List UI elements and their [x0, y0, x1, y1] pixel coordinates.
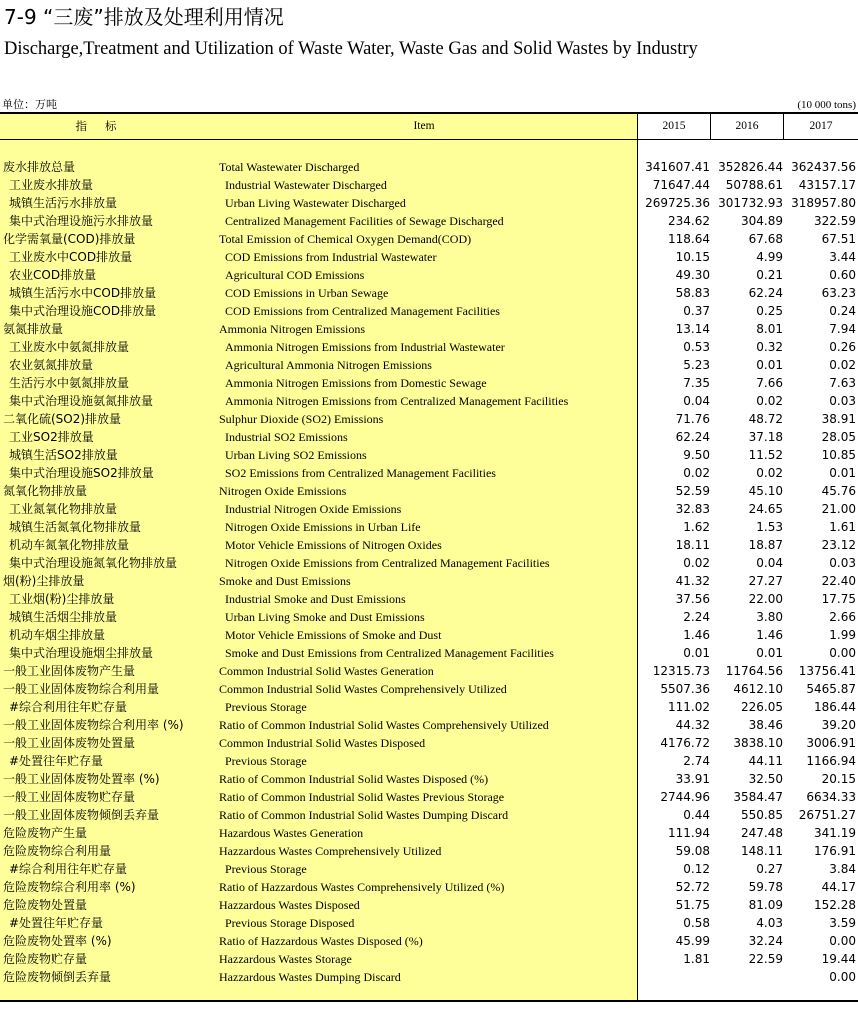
row-label-en: Smoke and Dust Emissions	[219, 574, 351, 588]
row-label-en: COD Emissions in Urban Sewage	[225, 286, 389, 300]
table-row	[0, 950, 858, 968]
table-row	[0, 320, 858, 338]
table-row	[0, 248, 858, 266]
row-label-en: Sulphur Dioxide (SO2) Emissions	[219, 412, 384, 426]
table-row	[0, 464, 858, 482]
row-value-2017: 22.40	[821, 574, 856, 588]
row-label-en: Agricultural COD Emissions	[225, 268, 365, 282]
row-label-cn: #综合利用往年贮存量	[9, 862, 128, 876]
row-value-2016: 0.01	[756, 358, 783, 372]
row-value-2015: 5507.36	[660, 682, 710, 696]
row-label-en: Centralized Management Facilities of Sewage Discharged	[225, 214, 504, 228]
row-label-cn: 城镇生活污水排放量	[9, 196, 118, 210]
table-row	[0, 752, 858, 770]
row-label-cn: 集中式治理设施COD排放量	[9, 304, 157, 318]
row-value-2016: 45.10	[748, 484, 783, 498]
row-value-2016: 3838.10	[733, 736, 783, 750]
row-value-2017: 39.20	[821, 718, 856, 732]
row-value-2015: 118.64	[668, 232, 710, 246]
row-label-cn: 工业废水中COD排放量	[9, 250, 133, 264]
table-header	[0, 114, 858, 140]
row-label-en: Nitrogen Oxide Emissions in Urban Life	[225, 520, 421, 534]
row-value-2017: 322.59	[814, 214, 856, 228]
table-row	[0, 356, 858, 374]
row-label-en: Previous Storage	[225, 754, 307, 768]
table-row	[0, 536, 858, 554]
row-label-cn: 城镇生活SO2排放量	[9, 448, 118, 462]
row-label-cn: 危险废物产生量	[3, 826, 88, 840]
row-label-en: Ammonia Nitrogen Emissions from Domestic Sewage	[225, 376, 487, 390]
row-value-2015: 111.94	[668, 826, 710, 840]
row-label-cn: 生活污水中氨氮排放量	[9, 376, 130, 390]
row-label-cn: 集中式治理设施烟尘排放量	[9, 646, 154, 660]
row-value-2015: 0.37	[683, 304, 710, 318]
row-value-2017: 0.00	[829, 646, 856, 660]
row-value-2015: 18.11	[675, 538, 710, 552]
row-label-en: Smoke and Dust Emissions from Centralized Management Facilities	[225, 646, 554, 660]
row-value-2015: 59.08	[675, 844, 710, 858]
table-row	[0, 428, 858, 446]
row-label-cn: 危险废物倾倒丢弃量	[3, 970, 112, 984]
row-value-2016: 67.68	[748, 232, 783, 246]
row-value-2016: 11764.56	[725, 664, 783, 678]
row-label-en: Nitrogen Oxide Emissions	[219, 484, 347, 498]
row-value-2016: 32.24	[748, 934, 783, 948]
row-label-cn: 危险废物处置率 (%)	[3, 934, 112, 948]
row-value-2017: 7.63	[829, 376, 856, 390]
row-value-2017: 43157.17	[798, 178, 856, 192]
row-value-2016: 0.21	[756, 268, 783, 282]
row-value-2016: 4612.10	[733, 682, 783, 696]
table-row	[0, 662, 858, 680]
row-label-cn: 工业废水中氨氮排放量	[9, 340, 130, 354]
table-row	[0, 230, 858, 248]
unit-label-en: (10 000 tons)	[797, 99, 856, 111]
row-label-en: Hazardous Wastes Generation	[219, 826, 364, 840]
row-value-2017: 44.17	[821, 880, 856, 894]
header-indicator: 指标	[75, 119, 135, 133]
table-row	[0, 158, 858, 176]
row-value-2017: 0.02	[829, 358, 856, 372]
row-label-cn: #处置往年贮存量	[9, 916, 104, 930]
row-value-2016: 0.32	[756, 340, 783, 354]
row-value-2015: 341607.41	[645, 160, 710, 174]
row-value-2016: 148.11	[741, 844, 783, 858]
table-row	[0, 446, 858, 464]
table-row	[0, 788, 858, 806]
row-value-2015: 2.24	[683, 610, 710, 624]
row-value-2016: 59.78	[748, 880, 783, 894]
row-value-2015: 62.24	[675, 430, 710, 444]
table-row	[0, 626, 858, 644]
row-value-2017: 67.51	[821, 232, 856, 246]
table-row	[0, 842, 858, 860]
row-value-2015: 44.32	[675, 718, 710, 732]
row-value-2016: 7.66	[756, 376, 783, 390]
row-value-2016: 48.72	[748, 412, 783, 426]
table-row	[0, 482, 858, 500]
row-value-2016: 3584.47	[733, 790, 783, 804]
table-row	[0, 824, 858, 842]
row-label-en: Urban Living Wastewater Discharged	[225, 196, 406, 210]
row-value-2015: 0.04	[683, 394, 710, 408]
table-row	[0, 860, 858, 878]
row-label-en: Previous Storage	[225, 700, 307, 714]
table-row	[0, 734, 858, 752]
row-value-2016: 27.27	[748, 574, 783, 588]
row-value-2015: 0.44	[683, 808, 710, 822]
row-label-cn: 一般工业固体废物贮存量	[3, 790, 136, 804]
row-label-cn: 机动车烟尘排放量	[9, 628, 106, 642]
row-label-en: Ratio of Hazzardous Wastes Comprehensively Utilized (%)	[219, 880, 505, 894]
row-label-cn: 一般工业固体废物综合利用量	[3, 682, 160, 696]
row-label-en: Motor Vehicle Emissions of Nitrogen Oxides	[225, 538, 442, 552]
row-value-2016: 247.48	[741, 826, 783, 840]
row-value-2015: 5.23	[683, 358, 710, 372]
row-value-2017: 13756.41	[798, 664, 856, 678]
row-value-2016: 18.87	[748, 538, 783, 552]
row-label-cn: 城镇生活污水中COD排放量	[9, 286, 157, 300]
row-value-2015: 71647.44	[652, 178, 710, 192]
row-value-2016: 62.24	[748, 286, 783, 300]
row-label-en: COD Emissions from Industrial Wastewater	[225, 250, 437, 264]
row-label-cn: 废水排放总量	[3, 160, 76, 174]
table-row	[0, 392, 858, 410]
row-label-en: Industrial Nitrogen Oxide Emissions	[225, 502, 402, 516]
row-label-en: Ammonia Nitrogen Emissions from Centralized Management Facilities	[225, 394, 569, 408]
row-label-cn: 二氧化硫(SO2)排放量	[3, 412, 122, 426]
table-row	[0, 770, 858, 788]
unit-label-cn: 单位：万吨	[2, 98, 57, 111]
row-label-en: Ammonia Nitrogen Emissions from Industrial Wastewater	[225, 340, 505, 354]
row-value-2015: 1.81	[683, 952, 710, 966]
row-label-en: Urban Living SO2 Emissions	[225, 448, 367, 462]
row-value-2016: 37.18	[748, 430, 783, 444]
row-value-2015: 1.62	[683, 520, 710, 534]
row-value-2015: 0.02	[683, 466, 710, 480]
row-value-2016: 0.25	[756, 304, 783, 318]
table-row	[0, 572, 858, 590]
row-value-2016: 32.50	[748, 772, 783, 786]
row-label-en: Common Industrial Solid Wastes Disposed	[219, 736, 426, 750]
row-value-2016: 81.09	[748, 898, 783, 912]
table-row	[0, 608, 858, 626]
row-value-2015: 234.62	[668, 214, 710, 228]
row-value-2016: 3.80	[756, 610, 783, 624]
row-label-en: Common Industrial Solid Wastes Comprehensively Utilized	[219, 682, 507, 696]
row-value-2016: 1.53	[756, 520, 783, 534]
row-label-en: Urban Living Smoke and Dust Emissions	[225, 610, 425, 624]
row-value-2017: 341.19	[814, 826, 856, 840]
row-label-en: Total Wastewater Discharged	[219, 160, 360, 174]
row-value-2017: 176.91	[814, 844, 856, 858]
row-label-cn: 集中式治理设施SO2排放量	[9, 466, 154, 480]
row-value-2017: 318957.80	[791, 196, 856, 210]
row-value-2015: 10.15	[675, 250, 710, 264]
row-label-en: Total Emission of Chemical Oxygen Demand(COD)	[219, 232, 472, 246]
row-value-2015: 71.76	[675, 412, 710, 426]
row-label-en: Ratio of Common Industrial Solid Wastes Dumping Discard	[219, 808, 509, 822]
row-label-cn: 一般工业固体废物处置量	[3, 736, 136, 750]
row-label-en: Ratio of Common Industrial Solid Wastes Comprehensively Utilized	[219, 718, 549, 732]
row-value-2017: 1166.94	[806, 754, 856, 768]
row-label-cn: #处置往年贮存量	[9, 754, 104, 768]
row-value-2017: 45.76	[821, 484, 856, 498]
row-value-2017: 3.44	[829, 250, 856, 264]
row-label-en: Hazzardous Wastes Dumping Discard	[219, 970, 401, 984]
row-label-cn: 城镇生活氮氧化物排放量	[9, 520, 142, 534]
row-label-cn: 危险废物综合利用率 (%)	[3, 880, 136, 894]
table-row	[0, 968, 858, 986]
row-value-2016: 352826.44	[718, 160, 783, 174]
row-label-en: Nitrogen Oxide Emissions from Centralized Management Facilities	[225, 556, 550, 570]
row-label-cn: 一般工业固体废物倾倒丢弃量	[3, 808, 160, 822]
row-label-cn: 农业氨氮排放量	[9, 358, 94, 372]
table-row	[0, 716, 858, 734]
row-label-cn: 工业烟(粉)尘排放量	[9, 592, 115, 606]
row-label-cn: 危险废物综合利用量	[3, 844, 112, 858]
row-value-2016: 22.59	[748, 952, 783, 966]
row-value-2016: 226.05	[741, 700, 783, 714]
page-title-cn: 7-9 “三废”排放及处理利用情况	[4, 5, 284, 29]
row-label-en: Motor Vehicle Emissions of Smoke and Dust	[225, 628, 442, 642]
row-value-2015: 32.83	[675, 502, 710, 516]
row-label-en: COD Emissions from Centralized Management Facilities	[225, 304, 500, 318]
row-label-cn: 集中式治理设施氨氮排放量	[9, 394, 154, 408]
row-label-cn: 烟(粉)尘排放量	[3, 574, 85, 588]
table-row	[0, 410, 858, 428]
row-value-2017: 1.99	[829, 628, 856, 642]
row-value-2016: 22.00	[748, 592, 783, 606]
row-label-en: Industrial Wastewater Discharged	[225, 178, 387, 192]
row-value-2017: 6634.33	[806, 790, 856, 804]
header-year-2016: 2016	[711, 114, 784, 139]
data-table	[0, 112, 858, 1002]
row-value-2017: 0.00	[829, 970, 856, 984]
row-label-en: Ammonia Nitrogen Emissions	[219, 322, 365, 336]
row-label-cn: 氮氧化物排放量	[3, 484, 88, 498]
row-label-en: Previous Storage Disposed	[225, 916, 355, 930]
row-value-2015: 37.56	[675, 592, 710, 606]
row-label-en: Common Industrial Solid Wastes Generation	[219, 664, 434, 678]
row-value-2015: 58.83	[675, 286, 710, 300]
table-row	[0, 698, 858, 716]
table-row	[0, 266, 858, 284]
row-value-2017: 152.28	[814, 898, 856, 912]
row-value-2017: 3006.91	[806, 736, 856, 750]
row-value-2017: 26751.27	[798, 808, 856, 822]
table-row	[0, 914, 858, 932]
row-value-2017: 0.24	[829, 304, 856, 318]
row-value-2015: 9.50	[683, 448, 710, 462]
row-value-2017: 362437.56	[791, 160, 856, 174]
row-value-2017: 186.44	[814, 700, 856, 714]
row-label-cn: 集中式治理设施污水排放量	[9, 214, 154, 228]
row-value-2015: 4176.72	[660, 736, 710, 750]
row-value-2016: 0.02	[756, 394, 783, 408]
row-label-en: Ratio of Hazzardous Wastes Disposed (%)	[219, 934, 423, 948]
table-row	[0, 302, 858, 320]
row-label-en: Industrial SO2 Emissions	[225, 430, 348, 444]
row-label-en: Ratio of Common Industrial Solid Wastes Previous Storage	[219, 790, 505, 804]
table-row	[0, 878, 858, 896]
row-value-2016: 24.65	[748, 502, 783, 516]
row-label-cn: 一般工业固体废物产生量	[3, 664, 136, 678]
row-value-2017: 1.61	[829, 520, 856, 534]
row-value-2015: 269725.36	[645, 196, 710, 210]
row-value-2017: 3.84	[829, 862, 856, 876]
row-value-2017: 2.66	[829, 610, 856, 624]
row-value-2016: 1.46	[756, 628, 783, 642]
table-row	[0, 590, 858, 608]
row-value-2016: 44.11	[748, 754, 783, 768]
row-label-cn: 机动车氮氧化物排放量	[9, 538, 130, 552]
row-value-2016: 0.01	[756, 646, 783, 660]
row-value-2015: 0.12	[683, 862, 710, 876]
row-value-2016: 4.03	[756, 916, 783, 930]
row-label-en: Hazzardous Wastes Comprehensively Utilized	[219, 844, 442, 858]
row-label-en: Hazzardous Wastes Storage	[219, 952, 352, 966]
row-label-cn: 农业COD排放量	[9, 268, 97, 282]
row-label-en: Previous Storage	[225, 862, 307, 876]
row-value-2015: 111.02	[668, 700, 710, 714]
row-value-2016: 50788.61	[725, 178, 783, 192]
row-value-2015: 52.72	[675, 880, 710, 894]
row-value-2017: 17.75	[821, 592, 856, 606]
table-row	[0, 680, 858, 698]
row-value-2016: 8.01	[756, 322, 783, 336]
page-title-en: Discharge,Treatment and Utilization of Waste Water, Waste Gas and Solid Wastes by Industry	[4, 39, 698, 59]
row-value-2015: 0.58	[683, 916, 710, 930]
table-row	[0, 374, 858, 392]
table-row	[0, 644, 858, 662]
row-value-2017: 0.03	[829, 556, 856, 570]
row-label-en: SO2 Emissions from Centralized Management Facilities	[225, 466, 496, 480]
row-label-cn: 一般工业固体废物处置率 (%)	[3, 772, 160, 786]
row-label-cn: 一般工业固体废物综合利用率 (%)	[3, 718, 184, 732]
row-value-2015: 2.74	[683, 754, 710, 768]
row-label-cn: 危险废物贮存量	[3, 952, 88, 966]
row-label-cn: 危险废物处置量	[3, 898, 88, 912]
row-value-2017: 21.00	[821, 502, 856, 516]
header-item: Item	[413, 120, 435, 132]
row-value-2017: 5465.87	[806, 682, 856, 696]
row-value-2016: 4.99	[756, 250, 783, 264]
table-row	[0, 806, 858, 824]
row-value-2017: 28.05	[821, 430, 856, 444]
row-value-2015: 1.46	[683, 628, 710, 642]
row-label-en: Agricultural Ammonia Nitrogen Emissions	[225, 358, 432, 372]
row-value-2017: 63.23	[821, 286, 856, 300]
row-label-cn: 城镇生活烟尘排放量	[9, 610, 118, 624]
row-label-en: Industrial Smoke and Dust Emissions	[225, 592, 406, 606]
row-value-2017: 0.03	[829, 394, 856, 408]
table-row	[0, 194, 858, 212]
header-year-2015: 2015	[638, 114, 711, 139]
row-label-en: Ratio of Common Industrial Solid Wastes Disposed (%)	[219, 772, 489, 786]
row-value-2015: 41.32	[675, 574, 710, 588]
row-label-cn: 氨氮排放量	[3, 322, 64, 336]
row-value-2015: 51.75	[675, 898, 710, 912]
row-label-cn: 集中式治理设施氮氧化物排放量	[9, 556, 178, 570]
row-value-2015: 13.14	[675, 322, 710, 336]
table-row	[0, 212, 858, 230]
row-value-2017: 3.59	[829, 916, 856, 930]
row-value-2017: 7.94	[829, 322, 856, 336]
row-value-2016: 0.27	[756, 862, 783, 876]
row-value-2015: 0.01	[683, 646, 710, 660]
row-label-cn: #综合利用往年贮存量	[9, 700, 128, 714]
table-row	[0, 338, 858, 356]
row-value-2017: 0.26	[829, 340, 856, 354]
row-value-2016: 304.89	[741, 214, 783, 228]
row-label-cn: 化学需氧量(COD)排放量	[3, 232, 136, 246]
table-row	[0, 284, 858, 302]
row-value-2015: 12315.73	[652, 664, 710, 678]
row-value-2016: 550.85	[741, 808, 783, 822]
row-value-2015: 52.59	[675, 484, 710, 498]
row-value-2015: 2744.96	[660, 790, 710, 804]
row-label-en: Hazzardous Wastes Disposed	[219, 898, 360, 912]
table-row	[0, 554, 858, 572]
row-label-cn: 工业废水排放量	[9, 178, 94, 192]
row-value-2017: 0.60	[829, 268, 856, 282]
row-value-2016: 301732.93	[718, 196, 783, 210]
row-value-2017: 38.91	[821, 412, 856, 426]
table-row	[0, 518, 858, 536]
row-value-2016: 38.46	[748, 718, 783, 732]
table-row	[0, 176, 858, 194]
table-row	[0, 500, 858, 518]
row-value-2016: 0.02	[756, 466, 783, 480]
row-value-2017: 10.85	[821, 448, 856, 462]
row-value-2015: 7.35	[683, 376, 710, 390]
row-value-2015: 0.53	[683, 340, 710, 354]
row-value-2017: 0.01	[829, 466, 856, 480]
row-value-2017: 0.00	[829, 934, 856, 948]
row-value-2015: 45.99	[675, 934, 710, 948]
row-value-2016: 11.52	[748, 448, 783, 462]
header-year-2017: 2017	[809, 120, 833, 132]
row-label-cn: 工业氮氧化物排放量	[9, 502, 118, 516]
row-value-2015: 49.30	[675, 268, 710, 282]
row-value-2017: 23.12	[821, 538, 856, 552]
row-value-2017: 19.44	[821, 952, 856, 966]
row-value-2016: 0.04	[756, 556, 783, 570]
row-value-2017: 20.15	[821, 772, 856, 786]
table-row	[0, 896, 858, 914]
row-value-2015: 0.02	[683, 556, 710, 570]
row-value-2015: 33.91	[675, 772, 710, 786]
table-row	[0, 932, 858, 950]
row-label-cn: 工业SO2排放量	[9, 430, 94, 444]
